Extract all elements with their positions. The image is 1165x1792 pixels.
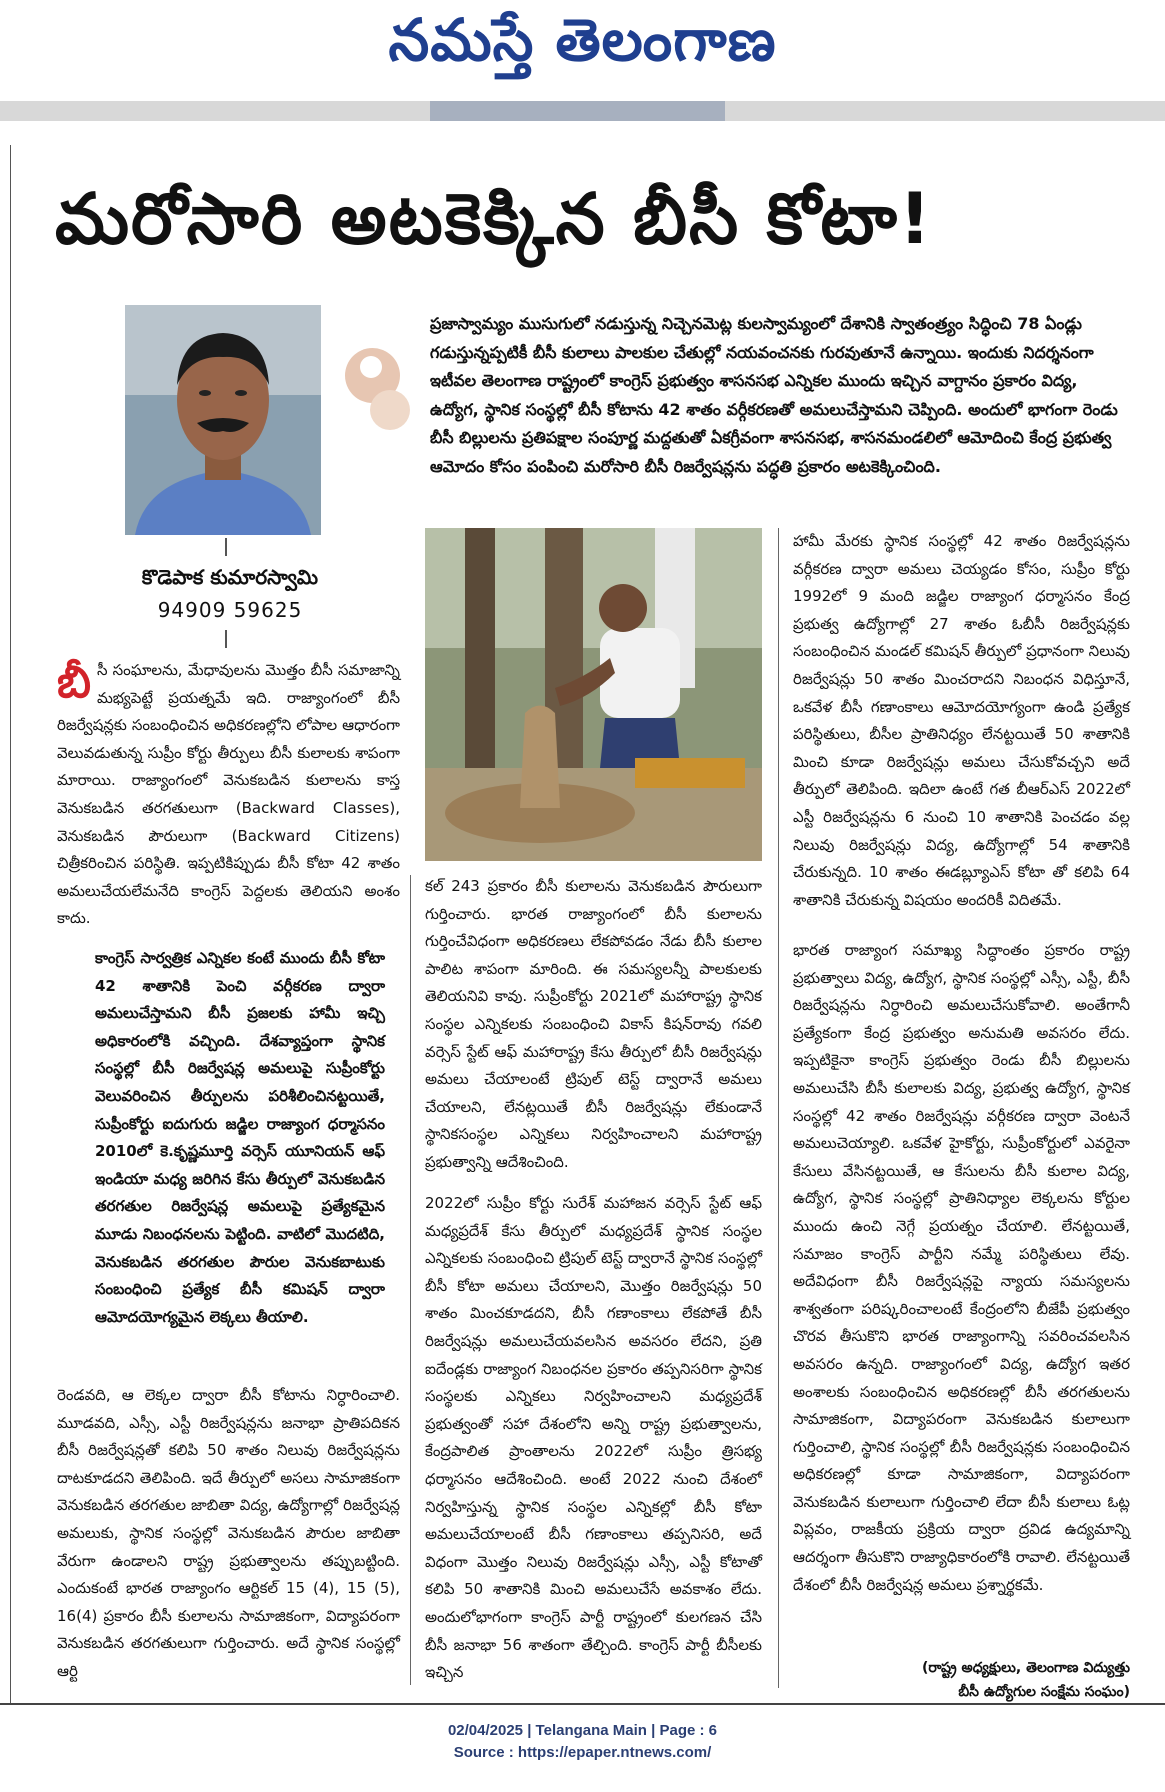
author-designation [793,1656,1130,1704]
masthead-rule-accent [430,101,725,121]
author-phone: 94909 59625 [157,598,303,622]
author-separator [225,538,227,556]
article-column-2-paragraph: కల్ 243 ప్రకారం బీసీ కులాలను వెనుకబడిన పౌరులుగా గుర్తించారు. భారత రాజ్యాంగంలో బీసీ కులాలను గుర్తించేవిధంగా అధికరణలు లేకపోవడం నేడు బీసీ కులాల పాలిట శాపంగా మారింది. ఈ సమస్యలన్నీ పాలకులకు తెలియనివి కావు. సుప్రీంకోర్టు 2021లో మహారాష్ట్ర స్థానిక సంస్థల ఎన్నికలకు సంబంధించి వికాస్ కిషన్‌రావు గవలి వర్సెస్ స్టేట్ ఆఫ్ మహారాష్ట్ర కేసు తీర్పులో బీసీ రిజర్వేషన్లు అమలు చేయాలంటే ట్రిపుల్ టెస్ట్ ద్వారానే అమలు చేయాలని, లేనట్లయితే బీసీ రిజర్వేషన్లు లేకుండానే స్థానికసంస్థల ఎన్నికలు నిర్వహించాలని మహారాష్ట్ర ప్రభుత్వాన్ని ఆదేశించింది. [425,877,762,1171]
designation-line: బీసీ ఉద్యోగుల సంక్షేమ సంఘం) [958,1684,1130,1700]
newspaper-title: నమస్తే తెలంగాణ [388,6,777,74]
footer-date-page: 02/04/2025 | Telangana Main | Page : 6 [447,1722,718,1739]
column-divider [410,875,411,1685]
article-column-2-paragraph: 2022లో సుప్రీం కోర్టు సురేశ్ మహాజన వర్సెస్ స్టేట్ ఆఫ్ మధ్యప్రదేశ్ కేసు తీర్పులో మధ్యప్రదేశ్ స్థానిక సంస్థల ఎన్నికలకు సంబంధించి ట్రిపుల్ టెస్ట్ ద్వారానే స్థానిక సంస్థల్లో బీసీ కోటా అమలు చేయాలని, మొత్తం రిజర్వేషన్లు 50 శాతం మించకూడదని, బీసీ గణాంకాలు లేకపోతే బీసీ రిజర్వేషన్లు అమలుచేయవలసిన అవసరం లేదని, ప్రతి ఐదేండ్లకు రాజ్యాంగ నిబంధనల ప్రకారం తప్పనిసరిగా స్థానిక సంస్థలకు ఎన్నికలు నిర్వహించాలని మధ్యప్రదేశ్ ప్రభుత్వంతో సహా దేశంలోని అన్ని రాష్ట్ర ప్రభుత్వాలను, కేంద్రపాలిత ప్రాంతాలను 2022లో సుప్రీం త్రిసభ్య ధర్మాసనం ఆదేశించింది. అంటే 2022 నుంచి దేశంలో నిర్వహిస్తున్న స్థానిక సంస్థల ఎన్నికల్లో బీసీ కోటా అమలుచేయాలంటే బీసీ గణాంకాలు తప్పనిసరి, అదే విధంగా మొత్తం నిలువు రిజర్వేషన్లు ఎస్సీ, ఎస్టీ కోటాతో కలిపి 50 శాతానికి మించి అమలుచేసే అవకాశం లేదు. అందులోభాగంగా కాంగ్రెస్ పార్టీ రాష్ట్రంలో కులగణన చేసి బీసీ జనాభా 56 శాతంగా తేల్చింది. కాంగ్రెస్ పార్టీ బీసీలకు ఇచ్చిన [425,1194,762,1682]
paragraph: సీ సంఘాలను, మేధావులను మొత్తం బీసీ సమాజాన్ని మభ్యపెట్టే ప్రయత్నమే ఇది. రాజ్యాంగంలో బీసీ రిజర్వేషన్లకు సంబంధించిన అధికరణల్లోని లోపాల ఆధారంగా వెలువడుతున్న సుప్రీం కోర్టు తీర్పులు బీసీ కులాలకు శాపంగా మారాయి. రాజ్యాంగంలో వెనుకబడిన కులాలను కాస్త వెనుకబడిన తరగతులుగా (Backward Classes), వెనుకబడిన పౌరులుగా (Backward Citizens) చిత్రీకరించిన పరిస్థితి. ఇప్పటికిప్పుడు బీసీ కోటా 42 శాతం అమలుచేయలేమనేది కాంగ్రెస్ పెద్దలకు తెలియని అంశం కాదు. [57,661,400,928]
page-footer [0,1720,1165,1764]
article-column-1-bold: కాంగ్రెస్ సార్వత్రిక ఎన్నికల కంటే ముందు బీసీ కోటా 42 శాతానికి పెంచి వర్గీకరణ ద్వారా అమలుచేస్తామని బీసీ ప్రజలకు హామీ ఇచ్చి అధికారంలోకి వచ్చింది. దేశవ్యాప్తంగా స్థానిక సంస్థల్లో బీసీ రిజర్వేషన్ల అమలుపై సుప్రీంకోర్టు వెలువరించిన తీర్పులను పరిశీలించినట్టయితే, సుప్రీంకోర్టు ఐదుగురు జడ్జిల రాజ్యాంగ ధర్మాసనం 2010లో కె.కృష్ణమూర్తి వర్సెస్ యూనియన్ ఆఫ్ ఇండియా మధ్య జరిగిన కేసు తీర్పులో వెనుకబడిన తరగతుల రిజర్వేషన్ల అమలుపై ప్రత్యేకమైన మూడు నిబంధనలను పెట్టింది. వాటిలో మొదటిది, వెనుకబడిన తరగతుల పౌరుల వెనుకబాటుకు సంబంధించి ప్రత్యేక బీసీ కమిషన్ ద్వారా ఆమోదయోగ్యమైన లెక్కలు తీయాలి. [95,949,385,1326]
author-name: కొడెపాక కుమారస్వామి [141,565,319,589]
article-column-3-paragraph: హామీ మేరకు స్థానిక సంస్థల్లో 42 శాతం రిజర్వేషన్లను వర్గీకరణ ద్వారా అమలు చెయ్యడం కోసం, సుప్రీం కోర్టు 1992లో 9 మంది జడ్జిల రాజ్యాంగ ధర్మాసనం కేంద్ర ప్రభుత్వ ఉద్యోగాల్లో 27 శాతం ఓబీసీ రిజర్వేషన్లకు సంబంధించిన మండల్ కమిషన్ తీర్పులో ప్రధానంగా నిలువు రిజర్వేషన్లు 50 శాతం మించరాదని నిబంధన విధిస్తూనే, ఒకవేళ బీసీ గణాంకాలు ఆమోదయోగ్యంగా ఉండి ప్రత్యేక పరిస్థితులు, బీసీల ప్రాతినిధ్యం లేనట్టయితే 50 శాతానికి మించి కూడా రిజర్వేషన్లు అమలు చేసుకోవచ్చని అదే తీర్పులో తెలిపింది. ఇదిలా ఉంటే గత బీఆర్‌ఎస్ 2022లో ఎస్టీ రిజర్వేషన్లను 6 నుంచి 10 శాతానికి పెంచడం వల్ల నిలువు రిజర్వేషన్లు విద్య, ఉద్యోగాల్లో 54 శాతానికి చేరుకున్నది. 10 శాతం ఈడబ్ల్యూఎస్ కోటా తో కలిపి 64 శాతానికి చేరుకున్న విషయం అందరికీ విదితమే. [793,532,1130,909]
designation-line: (రాష్ట్ర అధ్యక్షులు, తెలంగాణ విద్యుత్తు [921,1660,1130,1676]
article-column-3-paragraph: భారత రాజ్యాంగ సమాఖ్య సిద్ధాంతం ప్రకారం రాష్ట్ర ప్రభుత్వాలు విద్య, ఉద్యోగ, స్థానిక సంస్థల్లో ఎస్సీ, ఎస్టీ, బీసీ రిజర్వేషన్లను నిర్ధారించి అమలుచేసుకోవాలి. అంతేగానీ ప్రత్యేకంగా కేంద్ర ప్రభుత్వం అనుమతి అవసరం లేదు. ఇప్పటికైనా కాంగ్రెస్ ప్రభుత్వం రెండు బీసీ బిల్లులను అమలుచేసి బీసీ కులాలకు విద్య, ప్రభుత్వ ఉద్యోగ, స్థానిక సంస్థల్లో 42 శాతం రిజర్వేషన్లు వర్గీకరణ ద్వారా వెంటనే అమలుచెయ్యాలి. ఒకవేళ హైకోర్టు, సుప్రీంకోర్టులో ఎవరైనా కేసులు వేసినట్టయితే, ఆ కేసులను బీసీ కులాల విద్య, ఉద్యోగ, స్థానిక సంస్థల్లో ప్రాతినిధ్యాల లెక్కలను కోర్టుల ముందు ఉంచి నెగ్గే ప్రయత్నం చేయాలి. లేనట్టయితే, సమాజం కాంగ్రెస్ పార్టీని నమ్మే పరిస్థితులు లేవు. అదేవిధంగా బీసీ రిజర్వేషన్లపై న్యాయ సమస్యలను శాశ్వతంగా పరిష్కరించాలంటే కేంద్రంలోని బీజేపీ ప్రభుత్వం చొరవ తీసుకొని భారత రాజ్యాంగాన్ని సవరించవలసిన అవసరం ఉన్నది. రాజ్యాంగంలో విద్య, ఉద్యోగ ఇతర అంశాలకు సంబంధించిన అధికరణల్లో బీసీ తరగతులను సామాజికంగా, విద్యాపరంగా వెనుకబడిన కులాలుగా గుర్తించాలి, స్థానిక సంస్థల్లో బీసీ రిజర్వేషన్లకు సంబంధించిన అధికరణల్లో కూడా సామాజికంగా, విద్యాపరంగా వెనుకబడిన కులాలుగా గుర్తించాలి లేదా బీసీ కులాలు ఓట్ల విప్లవం, రాజకీయ ప్రక్రియ ద్వారా ద్రవిడ ఉద్యమాన్ని ఆదర్శంగా తీసుకొని రాజ్యాధికారంలోకి రావాలి. లేనట్టయితే దేశంలో బీసీ రిజర్వేషన్ల అమలు ప్రశ్నార్థకమే. [793,941,1130,1594]
article-photo-potter [425,528,762,861]
column-divider [778,528,779,1688]
footer-source-link[interactable]: Source : https://epaper.ntnews.com/ [453,1744,712,1761]
decorative-circle [370,390,410,430]
decorative-circle [360,356,382,378]
bottom-rule [0,1703,1165,1705]
article-headline: మరోసారి అటకెక్కిన బీసీ కోటా! [55,178,933,260]
article-column-1-paragraph: రెండవది, ఆ లెక్కల ద్వారా బీసీ కోటాను నిర్ధారించాలి. మూడవది, ఎస్సీ, ఎస్టీ రిజర్వేషన్లను జనాభా ప్రాతిపదికన బీసీ రిజర్వేషన్లతో కలిపి 50 శాతం నిలువు రిజర్వేషన్లను దాటకూడదని తెలిపింది. ఇదే తీర్పులో అసలు సామాజికంగా వెనుకబడిన తరగతుల జాబితా విద్య, ఉద్యోగాల్లో రిజర్వేషన్ల అమలుకు, స్థానిక సంస్థల్లో వెనుకబడిన పౌరుల జాబితా వేరుగా ఉండాలని రాష్ట్ర ప్రభుత్వాలను తప్పుబట్టింది. ఎందుకంటే భారత రాజ్యాంగం ఆర్టికల్ 15 (4), 15 (5), 16(4) ప్రకారం బీసీ కులాలను సామాజికంగా, విద్యాపరంగా వెనుకబడిన తరగతులుగా గుర్తించారు. అదే స్థానిక సంస్థల్లో ఆర్టి [57,1386,400,1680]
masthead [0,0,1165,95]
article-column-1 [57,657,400,933]
article-intro: ప్రజాస్వామ్యం ముసుగులో నడుస్తున్న నిచ్చెనమెట్ల కులస్వామ్యంలో దేశానికి స్వాతంత్ర్యం సిద్ధించి 78 ఏండ్లు గడుస్తున్నప్పటికీ బీసీ కులాలు పాలకుల చేతుల్లో నయవంచనకు గురవుతూనే ఉన్నాయి. ఇందుకు నిదర్శనంగా ఇటీవల తెలంగాణ రాష్ట్రంలో కాంగ్రెస్ ప్రభుత్వం శాసనసభ ఎన్నికల ముందు ఇచ్చిన వాగ్దానం ప్రకారం విద్య, ఉద్యోగ, స్థానిక సంస్థల్లో బీసీ కోటాను 42 శాతం వర్గీకరణతో అమలుచేస్తామని చెప్పింది. అందులో భాగంగా రెండు బీసీ బిల్లులను ప్రతిపక్షాల సంపూర్ణ మద్దతుతో ఏకగ్రీవంగా శాసనసభ, శాసనమండలిలో ఆమోదించి కేంద్ర ప్రభుత్వ ఆమోదం కోసం పంపించి మరోసారి బీసీ రిజర్వేషన్లను పద్ధతి ప్రకారం అటకెక్కించింది. [430,314,1118,476]
author-separator [225,630,227,648]
author-photo [125,305,321,535]
drop-cap: బీ [57,657,91,708]
